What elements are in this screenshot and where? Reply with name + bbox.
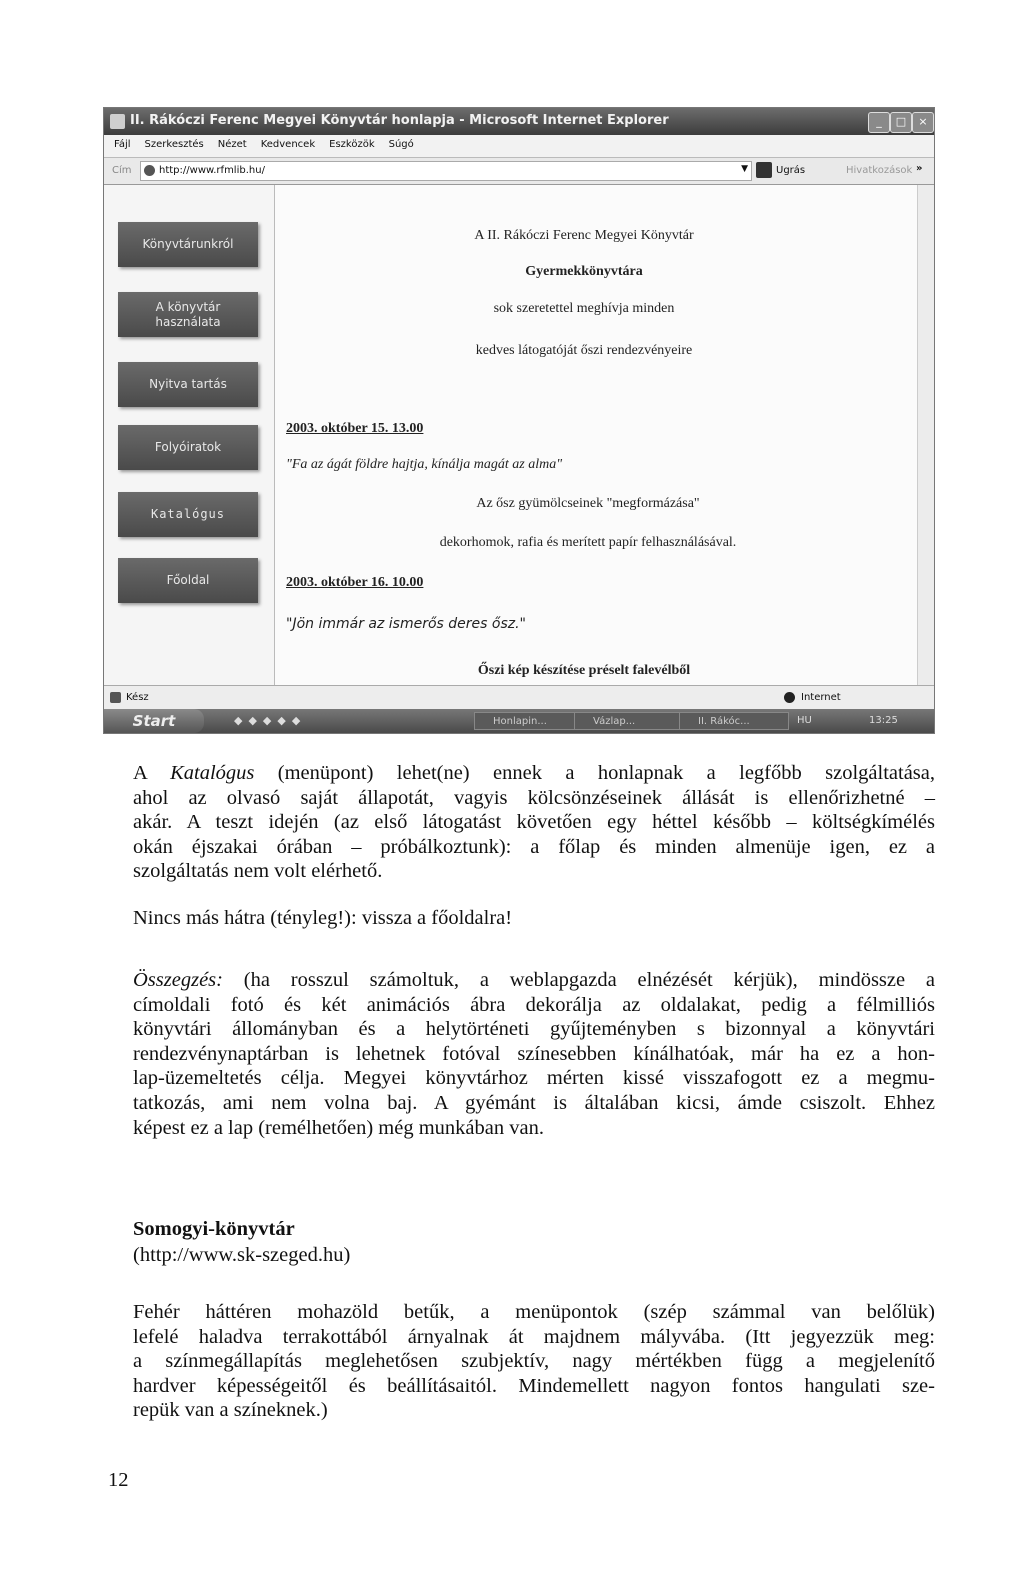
address-url: http://www.rfmlib.hu/ (159, 165, 265, 176)
window-title: II. Rákóczi Ferenc Megyei Könyvtár honlapja - Microsoft Internet Explorer (130, 113, 669, 128)
text-line: címoldali fotó és két animációs ábra dekorálja az oldalakat, pedig a félmilliós (133, 993, 935, 1016)
text-line: szolgáltatás nem volt elérhető. (133, 860, 383, 883)
text-line: Összegzés: (ha rosszul számoltuk, a weblapgazda elnézését kérjük), mindössze a (133, 969, 936, 991)
address-label: Cím (112, 165, 132, 176)
paragraph-katalogus (133, 761, 935, 884)
address-bar (104, 158, 934, 185)
event-desc-3: Őszi kép készítése préselt falevélből (477, 663, 691, 678)
menu-tools[interactable]: Eszközök (329, 139, 375, 150)
section-url: (http://www.sk-szeged.hu) (133, 1244, 351, 1266)
status-bar (104, 685, 934, 710)
go-button[interactable]: Ugrás (776, 165, 806, 176)
security-zone: Internet (801, 692, 841, 703)
address-input[interactable] (140, 161, 752, 181)
nav-nyitva-tartas[interactable]: Nyitva tartás (118, 362, 258, 407)
invite-line-1: A II. Rákóczi Ferenc Megyei Könyvtár (474, 228, 694, 243)
paragraph-back: Nincs más hátra (tényleg!): vissza a főoldalra! (133, 907, 513, 929)
nav-fooldal[interactable]: Főoldal (118, 558, 258, 603)
text-line: akár. A teszt idején (az első látogatást követően egy héttel később – költségkímélés (133, 811, 935, 834)
vertical-scrollbar[interactable] (917, 185, 934, 685)
browser-screenshot (103, 107, 935, 734)
title-bar (104, 108, 934, 135)
event-date-1: 2003. október 15. 13.00 (286, 421, 424, 436)
paragraph-somogyi (133, 1300, 935, 1423)
event-date-2: 2003. október 16. 10.00 (286, 575, 424, 590)
ie-icon (110, 114, 125, 129)
text-line: könyvtári állományban és a helytörténeti gyűjteményben s bizonnyal a könyvtári (133, 1018, 935, 1041)
menu-view[interactable]: Nézet (217, 139, 247, 150)
page-number: 12 (108, 1469, 129, 1491)
text-line: rendezvénynaptárban is lehetnek fotóval színesebben kínálhatóak, már ha ez a hon- (133, 1042, 935, 1065)
menu-bar (104, 135, 934, 158)
section-heading: Somogyi-könyvtár (133, 1218, 295, 1240)
invite-line-4: kedves látogatóját őszi rendezvényeire (475, 343, 693, 358)
globe-icon (784, 692, 795, 703)
text-line: képest ez a lap (remélhetően) még munkában van. (133, 1116, 544, 1139)
page-icon (144, 165, 155, 176)
nav-konyvtar-hasznalata[interactable]: A könyvtár használata (118, 292, 258, 337)
more-icon[interactable]: » (916, 163, 923, 174)
invite-line-3: sok szeretettel meghívja minden (493, 301, 675, 316)
text-line: a színmegállapítás meglehetősen szubjektív, nagy mértékben függ a megjelenítő (133, 1350, 935, 1373)
emphasis-summary: Összegzés: (133, 969, 223, 991)
language-indicator[interactable]: HU (797, 715, 812, 726)
event-title-2: "Jön immár az ismerős deres ősz." (286, 616, 526, 632)
start-button[interactable]: Start (104, 709, 204, 733)
chevron-down-icon[interactable]: ▼ (741, 164, 748, 174)
task-button-3[interactable]: II. Rákóc... (679, 712, 789, 730)
text-line: okán éjszakai órában – próbálkoztunk): a főlap és minden almenüje igen, ez a (133, 835, 935, 858)
quick-launch-icons[interactable]: ◆◆◆◆◆ (234, 714, 307, 727)
menu-file[interactable]: Fájl (114, 139, 131, 150)
text-line: Fehér háttéren mohazöld betűk, a menüpontok (szép számmal van belőlük) (133, 1301, 935, 1323)
event-title-1: "Fa az ágát földre hajtja, kínálja magát az alma" (286, 457, 563, 472)
text-line: hardver képességeitől és beállításaitól. Mindemellett nagyon fontos hangulati sze- (133, 1374, 935, 1397)
taskbar (104, 709, 934, 733)
site-content (284, 185, 914, 685)
invite-line-2: Gyermekkönyvtára (525, 264, 643, 279)
nav-folyoiratok[interactable]: Folyóiratok (118, 425, 258, 470)
text-line: lap-üzemeltetés célja. Megyei könyvtárhoz mérten kissé visszafogott ez a megmu- (133, 1067, 935, 1090)
task-button-2[interactable]: Vázlap... (574, 712, 684, 730)
emphasis-katalogus: Katalógus (170, 762, 255, 784)
text-line: lefelé haladva terrakottából árnyalnak át majdnem mályvába. (Itt jegyezzük meg: (133, 1325, 935, 1348)
minimize-icon[interactable]: _ (868, 112, 890, 133)
menu-favorites[interactable]: Kedvencek (260, 139, 316, 150)
text-line: repük van a színeknek.) (133, 1399, 328, 1422)
text-line: tatkozás, ami nem volna baj. A gyémánt is általában kicsi, ámde csiszolt. Ehhez (133, 1091, 935, 1114)
status-text: Kész (126, 692, 149, 703)
site-sidebar (104, 185, 275, 685)
menu-edit[interactable]: Szerkesztés (144, 139, 204, 150)
close-icon[interactable]: × (912, 112, 934, 133)
web-page-viewport (104, 185, 934, 685)
task-button-1[interactable]: Honlapin... (474, 712, 584, 730)
maximize-icon[interactable]: □ (890, 112, 912, 133)
clock: 13:25 (869, 715, 898, 726)
event-desc-2: dekorhomok, rafia és merített papír felhasználásával. (439, 535, 737, 550)
links-label[interactable]: Hivatkozások (846, 165, 913, 176)
menu-help[interactable]: Súgó (388, 139, 414, 150)
event-desc-1: Az ősz gyümölcseinek "megformázása" (476, 496, 700, 511)
text-line: ahol az olvasó saját állapotát, vagyis kölcsönzéseinek állását is ellenőrizhetné – (133, 786, 935, 809)
nav-katalogus[interactable]: Katalógus (118, 492, 258, 537)
go-icon[interactable] (756, 162, 772, 178)
paragraph-summary (133, 968, 935, 1140)
text-line: A Katalógus (menüpont) lehet(ne) ennek a honlapnak a legfőbb szolgáltatása, (133, 762, 935, 784)
page-done-icon (110, 692, 121, 703)
nav-konyvtarunkrol[interactable]: Könyvtárunkról (118, 222, 258, 267)
